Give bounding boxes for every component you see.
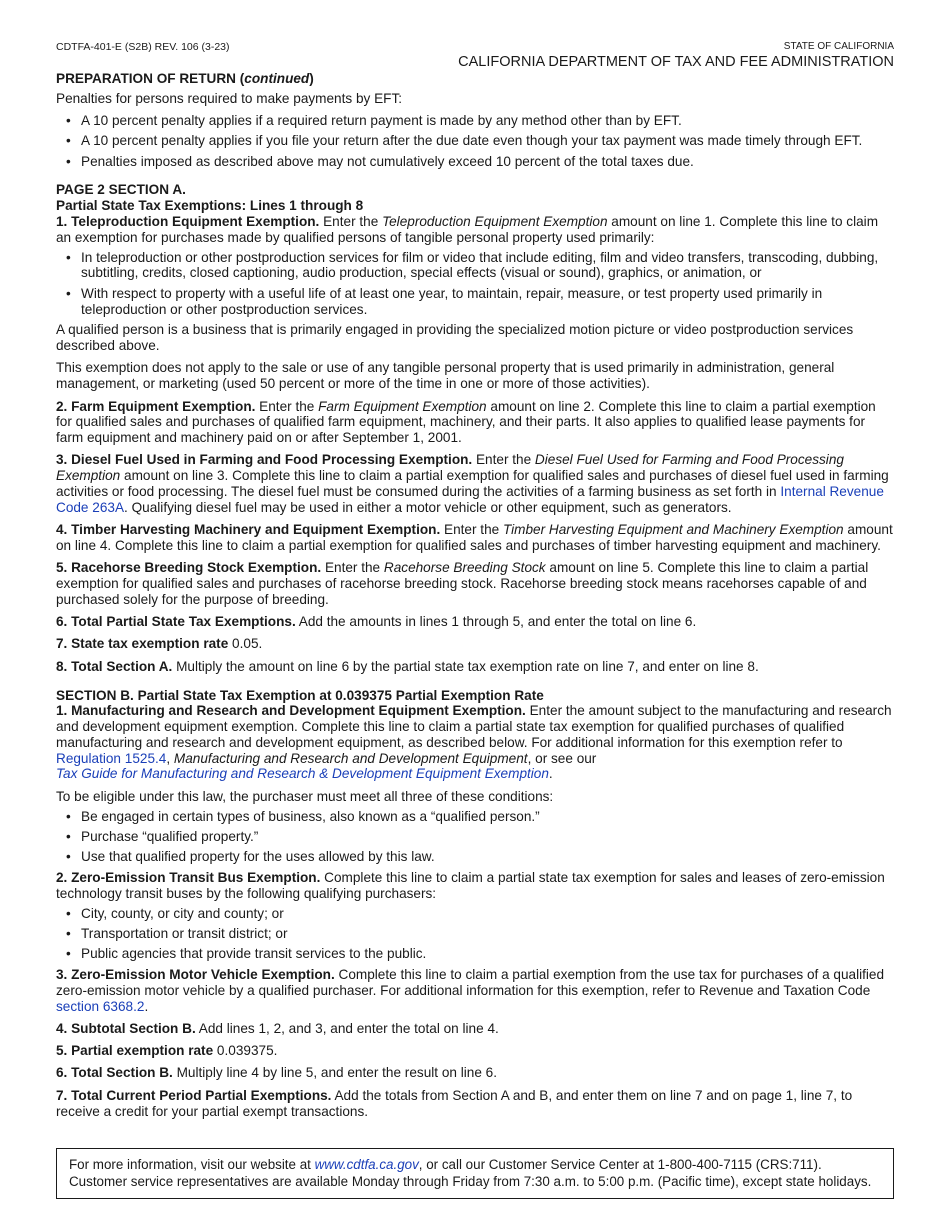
section-b-line-6 bbox=[56, 1065, 894, 1081]
line-italic: Teleproduction Equipment Exemption bbox=[382, 214, 608, 230]
line-text: . bbox=[548, 766, 553, 782]
list-item: • City, county, or city and county; or bbox=[56, 906, 894, 922]
line-italic: Farm Equipment Exemption bbox=[318, 398, 487, 414]
line-text: Multiply the amount on line 6 by the partial state tax exemption rate on line 7, and enter on line 8. bbox=[172, 658, 759, 674]
line-lead: 1. Manufacturing and Research and Development Equipment Exemption. bbox=[56, 703, 526, 719]
line-lead: 5. Racehorse Breeding Stock Exemption. bbox=[56, 560, 322, 576]
line-text: . Qualifying diesel fuel may be used in either a motor vehicle or other equipment, such as generators. bbox=[124, 499, 732, 515]
website-link-text: www.cdtfa.ca.gov bbox=[314, 1157, 419, 1172]
line-lead: 4. Timber Harvesting Machinery and Equipment Exemption. bbox=[56, 522, 441, 538]
list-item: • Purchase “qualified property.” bbox=[56, 829, 894, 845]
section-b-line-1 bbox=[56, 703, 894, 782]
penalty-list bbox=[56, 113, 894, 169]
section-b-line-2 bbox=[56, 870, 894, 902]
line-lead: 7. Total Current Period Partial Exemptions. bbox=[56, 1087, 332, 1103]
line-lead: 6. Total Partial State Tax Exemptions. bbox=[56, 614, 296, 630]
line-text: Add the totals from Section A and B, and enter them on line 7 and on page 1, line 7, to receive a credit for your partial exempt transactions. bbox=[56, 1087, 853, 1119]
purchasers-list bbox=[56, 906, 894, 962]
list-item: • In teleproduction or other postproduction services for film or video that include editing, film and video transfers, transcoding, dubbing, subtitling, credits, closed captioning, audio production, special effects (visual or sound), graphics, or animation, or bbox=[56, 250, 894, 282]
line-text: Complete this line to claim a partial state tax exemption for sales and leases of zero-emission technology transit buses by the following qualifying purchasers: bbox=[56, 869, 885, 901]
section-a-line-5 bbox=[56, 560, 894, 607]
line-lead: 4. Subtotal Section B. bbox=[56, 1020, 196, 1036]
line-text: , bbox=[166, 750, 174, 766]
prep-title-italic: continued bbox=[244, 71, 310, 86]
line-text: Enter the bbox=[440, 522, 503, 538]
line-text: Multiply line 4 by line 5, and enter the result on line 6. bbox=[172, 1065, 498, 1081]
exemption-limit-paragraph: This exemption does not apply to the sale or use of any tangible personal property that is used primarily in administration, general management, or marketing (used 50 percent or more of the time in one or more of those activities). bbox=[56, 360, 835, 392]
info-text: , or call our Customer Service Center at 1-800-400-7115 (CRS:711). bbox=[418, 1157, 822, 1172]
agency-header bbox=[458, 41, 894, 70]
section-b-line-4 bbox=[56, 1021, 894, 1037]
line-text: Enter the bbox=[255, 398, 319, 414]
line-text: Add the amounts in lines 1 through 5, and enter the total on line 6. bbox=[295, 614, 697, 630]
line-italic: Manufacturing and Research and Development Equipment bbox=[173, 750, 528, 766]
teleproduction-list bbox=[56, 250, 894, 318]
tax-guide-link-text: Tax Guide for Manufacturing and Research & Development Equipment Exemption bbox=[56, 766, 549, 782]
line-lead: 2. Farm Equipment Exemption. bbox=[56, 398, 256, 414]
section-a-line-2 bbox=[56, 399, 894, 446]
section-a-subheading: Partial State Tax Exemptions: Lines 1 through 8 bbox=[56, 198, 364, 214]
line-text: amount on line 3. Complete this line to claim a partial exemption for qualified sales and purchases of diesel fuel used in farming activities or food processing. The diesel fuel must be consumed during the activities of a farming business as set forth in bbox=[56, 468, 889, 500]
prep-title-text: PREPARATION OF RETURN ( bbox=[56, 71, 245, 86]
list-item: • Transportation or transit district; or bbox=[56, 926, 894, 942]
section-a-line-4 bbox=[56, 522, 894, 554]
line-text: 0.039375. bbox=[213, 1043, 278, 1059]
section-a-line-8 bbox=[56, 659, 894, 675]
line-lead: 2. Zero-Emission Transit Bus Exemption. bbox=[56, 869, 321, 885]
line-italic: Racehorse Breeding Stock bbox=[383, 560, 546, 576]
section-a-line-1 bbox=[56, 214, 894, 246]
section-b-heading: SECTION B. Partial State Tax Exemption at 0.039375 Partial Exemption Rate bbox=[56, 687, 544, 703]
line-text: , or see our bbox=[527, 750, 597, 766]
prep-title-close: ) bbox=[309, 71, 314, 86]
list-item: • Be engaged in certain types of business, also known as a “qualified person.” bbox=[56, 809, 894, 825]
state-label: STATE OF CALIFORNIA bbox=[783, 41, 894, 52]
prep-title bbox=[56, 71, 894, 87]
section-a-line-7 bbox=[56, 636, 894, 652]
line-text: Enter the bbox=[472, 452, 535, 468]
list-item: • With respect to property with a useful life of at least one year, to maintain, repair, measure, or test property used primarily in teleproduction or other postproduction services. bbox=[56, 286, 894, 318]
section-b-line-3 bbox=[56, 967, 894, 1014]
info-line-2: Customer service representatives are available Monday through Friday from 7:30 a.m. to 5:00 p.m. (Pacific time), except state holidays. bbox=[69, 1173, 872, 1189]
section-b-line-7 bbox=[56, 1088, 894, 1120]
line-lead: 5. Partial exemption rate bbox=[56, 1043, 214, 1059]
line-lead: 3. Diesel Fuel Used in Farming and Food Processing Exemption. bbox=[56, 452, 473, 468]
section-b-line-5 bbox=[56, 1043, 894, 1059]
list-item: • Penalties imposed as described above may not cumulatively exceed 10 percent of the total taxes due. bbox=[56, 154, 894, 170]
list-item: • A 10 percent penalty applies if a required return payment is made by any method other than by EFT. bbox=[56, 113, 894, 129]
website-link[interactable] bbox=[315, 1157, 419, 1172]
line-lead: 3. Zero-Emission Motor Vehicle Exemption. bbox=[56, 966, 335, 982]
line-italic: Timber Harvesting Equipment and Machinery Exemption bbox=[502, 522, 844, 538]
line-text: amount on line 4. Complete this line to claim a partial exemption for qualified sales and purchases of timber harvesting equipment and machinery. bbox=[56, 522, 893, 553]
form-id: CDTFA-401-E (S2B) REV. 106 (3-23) bbox=[56, 41, 230, 53]
line-text: Enter the amount subject to the manufacturing and research and development equipment exemption. Complete this line to claim a partial state tax exemption for qualified purchases of qualified manufacturing and research and development equipment, as described below. For additional information for this exemption refer to bbox=[56, 703, 892, 750]
department-name: CALIFORNIA DEPARTMENT OF TAX AND FEE ADMINISTRATION bbox=[458, 54, 894, 70]
line-text: Add lines 1, 2, and 3, and enter the total on line 4. bbox=[195, 1020, 499, 1036]
eligibility-list bbox=[56, 809, 894, 865]
eligibility-intro: To be eligible under this law, the purchaser must meet all three of these conditions: bbox=[56, 788, 554, 804]
line-italic: Diesel Fuel Used for Farming and Food Processing Exemption bbox=[56, 452, 844, 484]
line-text: Enter the bbox=[319, 214, 383, 230]
line-text: Enter the bbox=[321, 560, 384, 576]
line-lead: 1. Teleproduction Equipment Exemption. bbox=[56, 214, 320, 230]
section-a-heading: PAGE 2 SECTION A. bbox=[56, 182, 186, 198]
regulation-1525-4-link[interactable]: Regulation 1525.4 bbox=[56, 750, 167, 766]
irc-263a-link[interactable]: Internal Revenue Code 263A bbox=[56, 484, 884, 515]
section-6368-2-link[interactable]: section 6368.2 bbox=[56, 998, 145, 1014]
tax-guide-link[interactable] bbox=[56, 766, 549, 781]
prep-intro: Penalties for persons required to make payments by EFT: bbox=[56, 90, 403, 106]
section-a-line-6 bbox=[56, 614, 894, 630]
list-item: • A 10 percent penalty applies if you file your return after the due date even though your tax payment was made timely through EFT. bbox=[56, 133, 894, 149]
line-lead: 8. Total Section A. bbox=[56, 658, 173, 674]
main-content bbox=[56, 71, 894, 1126]
info-text: For more information, visit our website at bbox=[69, 1157, 315, 1172]
section-a-line-3 bbox=[56, 452, 894, 515]
info-line-1 bbox=[69, 1157, 883, 1174]
line-text: . bbox=[144, 998, 149, 1014]
line-lead: 6. Total Section B. bbox=[56, 1065, 173, 1081]
info-box bbox=[56, 1148, 894, 1199]
line-text: amount on line 1. Complete this line to claim an exemption for purchases made by qualified persons of tangible personal property used primarily: bbox=[56, 214, 879, 245]
qualified-person-paragraph: A qualified person is a business that is primarily engaged in providing the specialized motion picture or video postproduction services described above. bbox=[56, 322, 854, 354]
line-text: Complete this line to claim a partial exemption from the use tax for purchases of a qualified zero-emission motor vehicle by a qualified purchaser. For additional information for this exemption, refer to Revenue and Taxation Code bbox=[56, 966, 885, 998]
line-text: amount on line 5. Complete this line to claim a partial exemption for qualified sales and purchases of racehorse breeding stock. Racehorse breeding stock means racehorses capable of and purchased solely for the purpose of breeding. bbox=[56, 560, 869, 607]
line-text: 0.05. bbox=[228, 636, 263, 652]
list-item: • Use that qualified property for the uses allowed by this law. bbox=[56, 849, 894, 865]
line-text: amount on line 2. Complete this line to claim a partial exemption for qualified sales and purchases of qualified farm equipment, machinery, and their parts. It also applies to qualified lease payments for farm equipment and machinery paid on or after September 1, 2001. bbox=[56, 398, 876, 446]
line-lead: 7. State tax exemption rate bbox=[56, 636, 229, 652]
list-item: • Public agencies that provide transit services to the public. bbox=[56, 946, 894, 962]
